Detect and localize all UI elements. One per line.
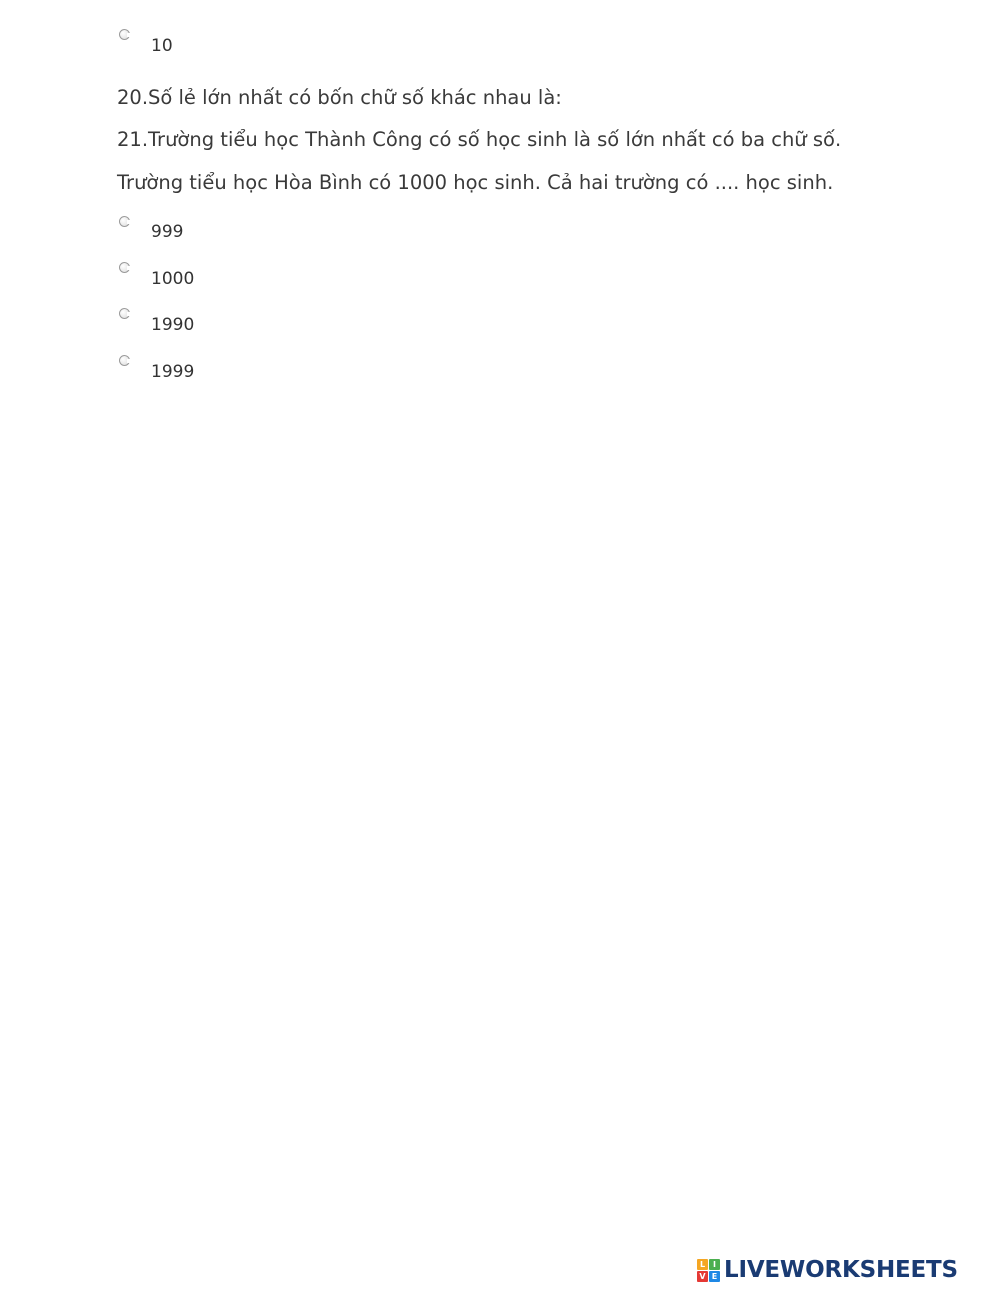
logo-tiles-icon — [697, 1259, 720, 1282]
question-21-line-1: 21.Trường tiểu học Thành Công có số học sinh là số lớn nhất có ba chữ số. — [117, 128, 842, 151]
liveworksheets-logo — [697, 1258, 958, 1282]
logo-tile: E — [709, 1271, 720, 1282]
logo-tile: L — [697, 1259, 708, 1270]
logo-tile: I — [709, 1259, 720, 1270]
logo-text: LIVEWORKSHEETS — [724, 1257, 958, 1283]
radio-q19-option-1[interactable] — [119, 29, 130, 40]
option-label: 1990 — [151, 315, 195, 335]
option-label: 999 — [151, 222, 184, 242]
question-21-line-2: Trường tiểu học Hòa Bình có 1000 học sinh. Cả hai trường có .... học sinh. — [117, 171, 834, 194]
option-label: 10 — [151, 36, 173, 56]
question-20-text: 20.Số lẻ lớn nhất có bốn chữ số khác nhau là: — [117, 86, 562, 109]
radio-q21-option-3[interactable] — [119, 308, 130, 319]
radio-q21-option-2[interactable] — [119, 262, 130, 273]
radio-q21-option-1[interactable] — [119, 216, 130, 227]
option-label: 1000 — [151, 269, 195, 289]
radio-q21-option-4[interactable] — [119, 355, 130, 366]
option-label: 1999 — [151, 362, 195, 382]
logo-tile: V — [697, 1271, 708, 1282]
